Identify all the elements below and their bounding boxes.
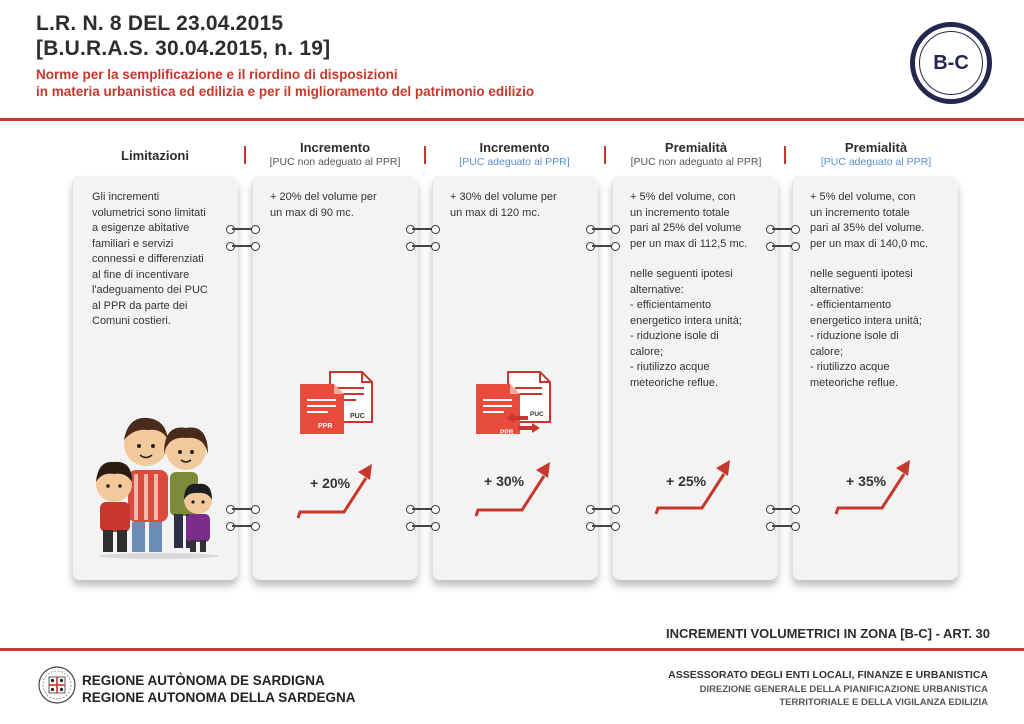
text-line: meteoriche reflue. [810,376,899,389]
ring-connector [406,505,440,511]
text-line: meteoriche reflue. [630,376,719,389]
text-line: Gli incrementi [92,191,160,203]
puc-label: PUC [350,413,365,420]
text-line: un max di 120 mc. [450,206,540,219]
connector-bar [232,525,254,527]
ring-connector [586,242,620,248]
column-header-incremento-adeguato [432,140,597,168]
text-line: Comuni costieri. [92,315,171,327]
text-limitazioni [92,190,208,330]
column-header-incremento-non-adeguato [255,140,415,168]
connector-bar [232,508,254,510]
text-line: connessi e differenziati [92,253,204,265]
text-incremento-30 [450,190,557,221]
family-illustration [94,410,224,560]
growth-arrow-icon [474,458,564,520]
column-subtitle: [PUC adeguato al PPR] [459,156,570,168]
text-line: calore; [810,345,844,358]
direzione-line1: DIREZIONE GENERALE DELLA PIANIFICAZIONE URBANISTICA [699,684,988,695]
column-title: Premialità [664,140,728,155]
text-line: + 5% del volume, con [630,191,736,203]
connector-bar [412,228,434,230]
connector-bar [232,245,254,247]
text-line: per un max di 140,0 mc. [810,237,929,250]
connector-bar [772,508,794,510]
text-line: pari al 25% del volume [630,222,742,234]
region-name-italian: REGIONE AUTONOMA DELLA SARDEGNA [82,690,356,705]
column-subtitle: [PUC adeguato al PPR] [820,156,932,168]
ppr-label: PPR [318,423,333,430]
connector-bar [412,508,434,510]
percent-label-20: + 20% [310,475,351,491]
column-header-premialita-adeguato [792,140,960,168]
column-subtitle: [PUC non adeguato al PPR] [269,156,401,168]
law-subtitle-line1: Norme per la semplificazione e il riordino di disposizioni [36,67,398,82]
header-separator [244,146,246,164]
text-line: + 30% del volume per [450,191,557,203]
ring-connector [406,225,440,231]
document-exchange-icon [472,370,554,440]
growth-arrow-icon [654,456,744,518]
column-title: Incremento [299,140,371,155]
growth-arrow-icon [296,460,386,522]
text-line: al fine di incentivare [92,268,190,281]
ring-connector [226,522,260,528]
text-line: - riduzione isole di [630,330,719,342]
text-line: alternative: [810,283,864,296]
connector-bar [412,245,434,247]
text-line: - riduzione isole di [810,330,899,342]
ppr-label: PPR [500,429,514,436]
footer-divider [0,648,1024,651]
ring-connector [226,225,260,231]
column-header-premialita-non-adeguato [612,140,780,168]
ring-connector [586,522,620,528]
header-separator [604,146,606,164]
growth-arrow-icon [834,456,924,518]
ring-connector [766,242,800,248]
puc-label: PUC [530,411,544,418]
text-line: calore; [630,345,664,358]
text-line: al PPR da parte dei [92,299,188,312]
text-line: + 20% del volume per [270,191,377,203]
column-title: Premialità [844,140,908,155]
connector-bar [232,228,254,230]
law-reference: L.R. N. 8 DEL 23.04.2015 [36,12,284,35]
ring-connector [586,225,620,231]
text-line: familiari e servizi [92,237,174,250]
ring-connector [406,522,440,528]
connector-bar [772,228,794,230]
spacer [630,252,747,267]
ring-connector [586,505,620,511]
column-title: Incremento [479,140,550,155]
text-line: - efficientamento [810,299,892,311]
text-premialita-35 [810,190,928,391]
footer-title: INCREMENTI VOLUMETRICI IN ZONA [B-C] - ART. 30 [665,626,990,641]
ring-connector [766,225,800,231]
spacer [810,252,928,267]
text-line: un incremento totale [630,206,730,219]
text-premialita-25 [630,190,747,391]
ring-connector [406,242,440,248]
text-line: per un max di 112,5 mc. [630,237,748,250]
document-ppr-puc-icon [296,370,376,438]
direzione-line2: TERRITORIALE E DELLA VIGILANZA EDILIZIA [779,697,988,708]
bulletin-reference: [B.U.R.A.S. 30.04.2015, n. 19] [36,37,331,60]
text-line: - riutilizzo acque [630,361,710,373]
text-line: l'adeguamento dei PUC [92,284,208,296]
percent-label-30: + 30% [484,473,525,489]
text-line: nelle seguenti ipotesi [630,268,733,280]
connector-bar [772,245,794,247]
zone-badge: B-C [910,22,992,104]
text-incremento-20 [270,190,377,221]
ring-connector [766,505,800,511]
column-header-limitazioni [70,148,240,163]
ring-connector [226,242,260,248]
header-separator [424,146,426,164]
text-line: energetico intera unità; [810,314,922,327]
column-title: Limitazioni [121,148,189,163]
ring-connector [766,522,800,528]
region-name-sardinian: REGIONE AUTÒNOMA DE SARDIGNA [82,673,325,688]
text-line: energetico intera unità; [630,314,742,327]
text-line: a esigenze abitative [92,222,190,234]
column-subtitle: [PUC non adeguato al PPR] [630,156,762,168]
connector-bar [412,525,434,527]
text-line: + 5% del volume, con [810,191,916,203]
connector-bar [592,525,614,527]
text-line: nelle seguenti ipotesi [810,268,913,280]
header-separator [784,146,786,164]
connector-bar [592,245,614,247]
text-line: volumetrici sono limitati [92,206,206,219]
percent-label-25: + 25% [666,473,707,489]
text-line: pari al 35% del volume. [810,222,925,234]
connector-bar [592,228,614,230]
connector-bar [592,508,614,510]
assessorato-name: ASSESSORATO DEGLI ENTI LOCALI, FINANZE E URBANISTICA [668,669,988,681]
text-line: un max di 90 mc. [270,206,354,219]
text-line: un incremento totale [810,206,910,219]
ring-connector [226,505,260,511]
text-line: - efficientamento [630,299,712,311]
text-line: - riutilizzo acque [810,361,890,373]
law-subtitle-line2: in materia urbanistica ed edilizia e per il miglioramento del patrimonio edilizio [36,84,535,99]
header-divider [0,118,1024,121]
percent-label-35: + 35% [846,473,887,489]
sardinia-emblem-icon [38,666,76,704]
connector-bar [772,525,794,527]
text-line: alternative: [630,283,684,296]
law-subtitle [36,66,534,100]
